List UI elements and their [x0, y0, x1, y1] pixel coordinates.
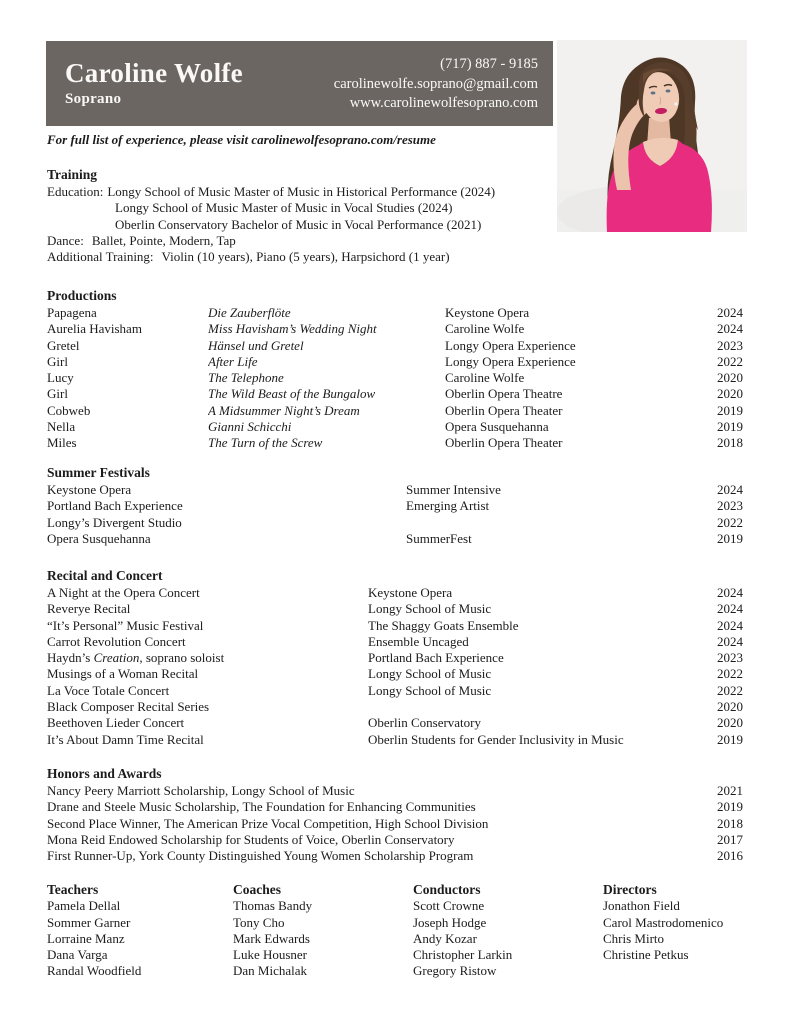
conductor-name: Christopher Larkin — [413, 947, 513, 963]
recital-org: Longy School of Music — [368, 666, 492, 682]
festival-name: Longy’s Divergent Studio — [47, 514, 182, 530]
productions-section — [47, 287, 743, 452]
recital-org — [368, 699, 693, 715]
production-year: 2024 — [717, 305, 743, 320]
conductor-name: Scott Crowne — [413, 898, 485, 914]
email-address: carolinewolfe.soprano@gmail.com — [333, 75, 538, 92]
productions-heading: Productions — [47, 288, 117, 303]
header-identity — [65, 59, 243, 108]
festival-year: 2022 — [717, 514, 743, 530]
production-role: Gretel — [47, 337, 80, 353]
production-role: Cobweb — [47, 402, 91, 418]
coach-name: Thomas Bandy — [233, 898, 313, 914]
festival-name: Keystone Opera — [47, 482, 132, 497]
production-title: Hänsel und Gretel — [208, 337, 304, 353]
education-degree: Oberlin Conservatory Bachelor of Music in Vocal Performance (2021) — [115, 216, 482, 232]
recital-event: Beethoven Lieder Concert — [47, 715, 185, 731]
production-role: Lucy — [47, 370, 74, 386]
production-title: Die Zauberflöte — [208, 305, 291, 320]
coach-name: Dan Michalak — [233, 963, 308, 979]
production-title: Miss Havisham’s Wedding Night — [208, 321, 377, 337]
production-company: Caroline Wolfe — [445, 321, 525, 337]
recital-event: Black Composer Recital Series — [47, 699, 210, 715]
honor-year: 2016 — [717, 848, 743, 864]
recital-org: Oberlin Students for Gender Inclusivity in Music — [368, 731, 624, 747]
recital-year: 2023 — [717, 650, 743, 666]
production-year: 2020 — [717, 386, 743, 402]
recital-year: 2024 — [717, 617, 743, 633]
teacher-name: Sommer Garner — [47, 914, 131, 930]
honor-year: 2018 — [717, 815, 743, 831]
education-label: Education: — [47, 184, 104, 199]
production-year: 2022 — [717, 353, 743, 369]
people-section — [47, 882, 743, 980]
people-table — [47, 882, 743, 980]
conductor-name: Gregory Ristow — [413, 963, 497, 979]
festival-year: 2023 — [717, 498, 743, 514]
recital-event: It’s About Damn Time Recital — [47, 731, 204, 747]
production-role: Aurelia Havisham — [47, 321, 142, 337]
recital-year: 2024 — [717, 601, 743, 617]
director-name: Jonathon Field — [603, 898, 680, 914]
director-name — [603, 963, 743, 979]
contact-block — [334, 53, 538, 114]
coach-name: Luke Housner — [233, 947, 308, 963]
honors-awards-section — [47, 765, 743, 864]
festival-year: 2024 — [717, 482, 743, 497]
honor-award: Mona Reid Endowed Scholarship for Students of Voice, Oberlin Conservatory — [47, 831, 455, 847]
education-line — [47, 184, 743, 200]
production-company: Keystone Opera — [445, 305, 530, 320]
production-year: 2023 — [717, 337, 743, 353]
conductor-name: Joseph Hodge — [413, 914, 487, 930]
production-year: 2018 — [717, 435, 743, 451]
honor-award: Second Place Winner, The American Prize Vocal Competition, High School Division — [47, 815, 489, 831]
festival-program — [406, 515, 693, 531]
teacher-name: Dana Varga — [47, 947, 108, 963]
festival-program: Summer Intensive — [406, 482, 501, 497]
summer-festivals-section — [47, 464, 743, 547]
production-company: Opera Susquehanna — [445, 419, 549, 435]
phone-number: (717) 887 - 9185 — [440, 56, 538, 73]
production-company: Caroline Wolfe — [445, 370, 525, 386]
festival-name: Opera Susquehanna — [47, 530, 151, 546]
recital-event: Reverye Recital — [47, 601, 131, 617]
production-year: 2024 — [717, 321, 743, 337]
teacher-name: Pamela Dellal — [47, 898, 121, 914]
production-role: Girl — [47, 353, 68, 369]
recital-event-prefix: Haydn’s — [47, 650, 94, 666]
production-year: 2020 — [717, 370, 743, 386]
honor-award: Nancy Peery Marriott Scholarship, Longy School of Music — [47, 783, 355, 798]
production-title: A Midsummer Night’s Dream — [208, 402, 360, 418]
summer-festivals-heading: Summer Festivals — [47, 465, 150, 480]
production-year: 2019 — [717, 402, 743, 418]
production-title: Gianni Schicchi — [208, 419, 292, 435]
recital-org: Keystone Opera — [368, 585, 453, 600]
recital-event: “It’s Personal” Music Festival — [47, 617, 204, 633]
director-name: Carol Mastrodomenico — [603, 914, 724, 930]
recital-year: 2020 — [717, 699, 743, 715]
productions-table — [47, 305, 743, 452]
honor-year: 2017 — [717, 831, 743, 847]
recital-concert-table — [47, 585, 743, 748]
recital-event-suffix: , soprano soloist — [139, 650, 225, 666]
honors-awards-table — [47, 783, 743, 864]
honor-award: Drane and Steele Music Scholarship, The Foundation for Enhancing Communities — [47, 799, 476, 815]
header-bar — [46, 41, 553, 126]
production-company: Oberlin Opera Theatre — [445, 386, 563, 402]
recital-event: Musings of a Woman Recital — [47, 666, 199, 682]
experience-note: For full list of experience, please visit carolinewolfesoprano.com/resume — [47, 132, 436, 147]
production-title: The Wild Beast of the Bungalow — [208, 386, 376, 402]
additional-training-value: Violin (10 years), Piano (5 years), Harpsichord (1 year) — [161, 249, 450, 265]
recital-year: 2022 — [717, 682, 743, 698]
training-heading: Training — [47, 167, 98, 182]
production-company: Longy Opera Experience — [445, 337, 576, 353]
conductors-heading: Conductors — [413, 882, 481, 897]
production-role: Papagena — [47, 305, 97, 320]
teacher-name: Randal Woodfield — [47, 963, 142, 979]
festival-program: SummerFest — [406, 530, 472, 546]
directors-heading: Directors — [603, 882, 657, 897]
production-title: The Telephone — [208, 370, 284, 386]
director-name: Christine Petkus — [603, 947, 689, 963]
production-role: Miles — [47, 435, 77, 451]
recital-org: Longy School of Music — [368, 601, 492, 617]
production-title: After Life — [208, 353, 258, 369]
honor-year: 2021 — [717, 783, 743, 798]
recital-year: 2022 — [717, 666, 743, 682]
recital-event: La Voce Totale Concert — [47, 682, 170, 698]
additional-training-line — [47, 249, 743, 265]
page-title: Caroline Wolfe — [65, 57, 243, 88]
coaches-heading: Coaches — [233, 882, 281, 897]
recital-concert-heading: Recital and Concert — [47, 568, 163, 583]
additional-training-label: Additional Training: — [47, 249, 154, 265]
recital-year: 2024 — [717, 633, 743, 649]
honor-award: First Runner-Up, York County Distinguished Young Women Scholarship Program — [47, 848, 474, 864]
production-company: Longy Opera Experience — [445, 353, 576, 369]
teacher-name: Lorraine Manz — [47, 930, 125, 946]
production-role: Nella — [47, 419, 76, 435]
coach-name: Mark Edwards — [233, 930, 310, 946]
honors-awards-heading: Honors and Awards — [47, 766, 162, 781]
voice-type-subtitle: Soprano — [65, 91, 122, 108]
recital-event: Carrot Revolution Concert — [47, 633, 186, 649]
coach-name: Tony Cho — [233, 914, 285, 930]
recital-event — [47, 650, 368, 666]
recital-org: Portland Bach Experience — [368, 650, 504, 666]
summer-festivals-table — [47, 482, 743, 547]
director-name: Chris Mirto — [603, 930, 665, 946]
dance-label: Dance: — [47, 232, 84, 248]
recital-year: 2019 — [717, 731, 743, 747]
recital-org: Ensemble Uncaged — [368, 633, 469, 649]
website-url: www.carolinewolfesoprano.com — [349, 95, 538, 112]
dance-value: Ballet, Pointe, Modern, Tap — [91, 232, 236, 248]
production-role: Girl — [47, 386, 68, 402]
production-year: 2019 — [717, 419, 743, 435]
recital-year: 2020 — [717, 715, 743, 731]
festival-name: Portland Bach Experience — [47, 498, 183, 514]
festival-program: Emerging Artist — [406, 498, 490, 514]
conductor-name: Andy Kozar — [413, 930, 477, 946]
recital-concert-section — [47, 567, 743, 748]
production-title: The Turn of the Screw — [208, 435, 323, 451]
recital-year: 2024 — [717, 585, 743, 600]
teachers-heading: Teachers — [47, 882, 99, 897]
dance-line — [47, 233, 743, 249]
recital-event: A Night at the Opera Concert — [47, 585, 200, 600]
recital-org: The Shaggy Goats Ensemble — [368, 617, 519, 633]
training-section — [47, 166, 743, 265]
honor-year: 2019 — [717, 799, 743, 815]
education-degree: Longy School of Music Master of Music in Historical Performance (2024) — [107, 184, 496, 199]
education-degree: Longy School of Music Master of Music in Vocal Studies (2024) — [115, 200, 453, 216]
production-company: Oberlin Opera Theater — [445, 402, 563, 418]
festival-year: 2019 — [717, 530, 743, 546]
production-company: Oberlin Opera Theater — [445, 435, 563, 451]
recital-org: Longy School of Music — [368, 682, 492, 698]
recital-org: Oberlin Conservatory — [368, 715, 482, 731]
recital-event-work-title: Creation — [93, 650, 140, 666]
